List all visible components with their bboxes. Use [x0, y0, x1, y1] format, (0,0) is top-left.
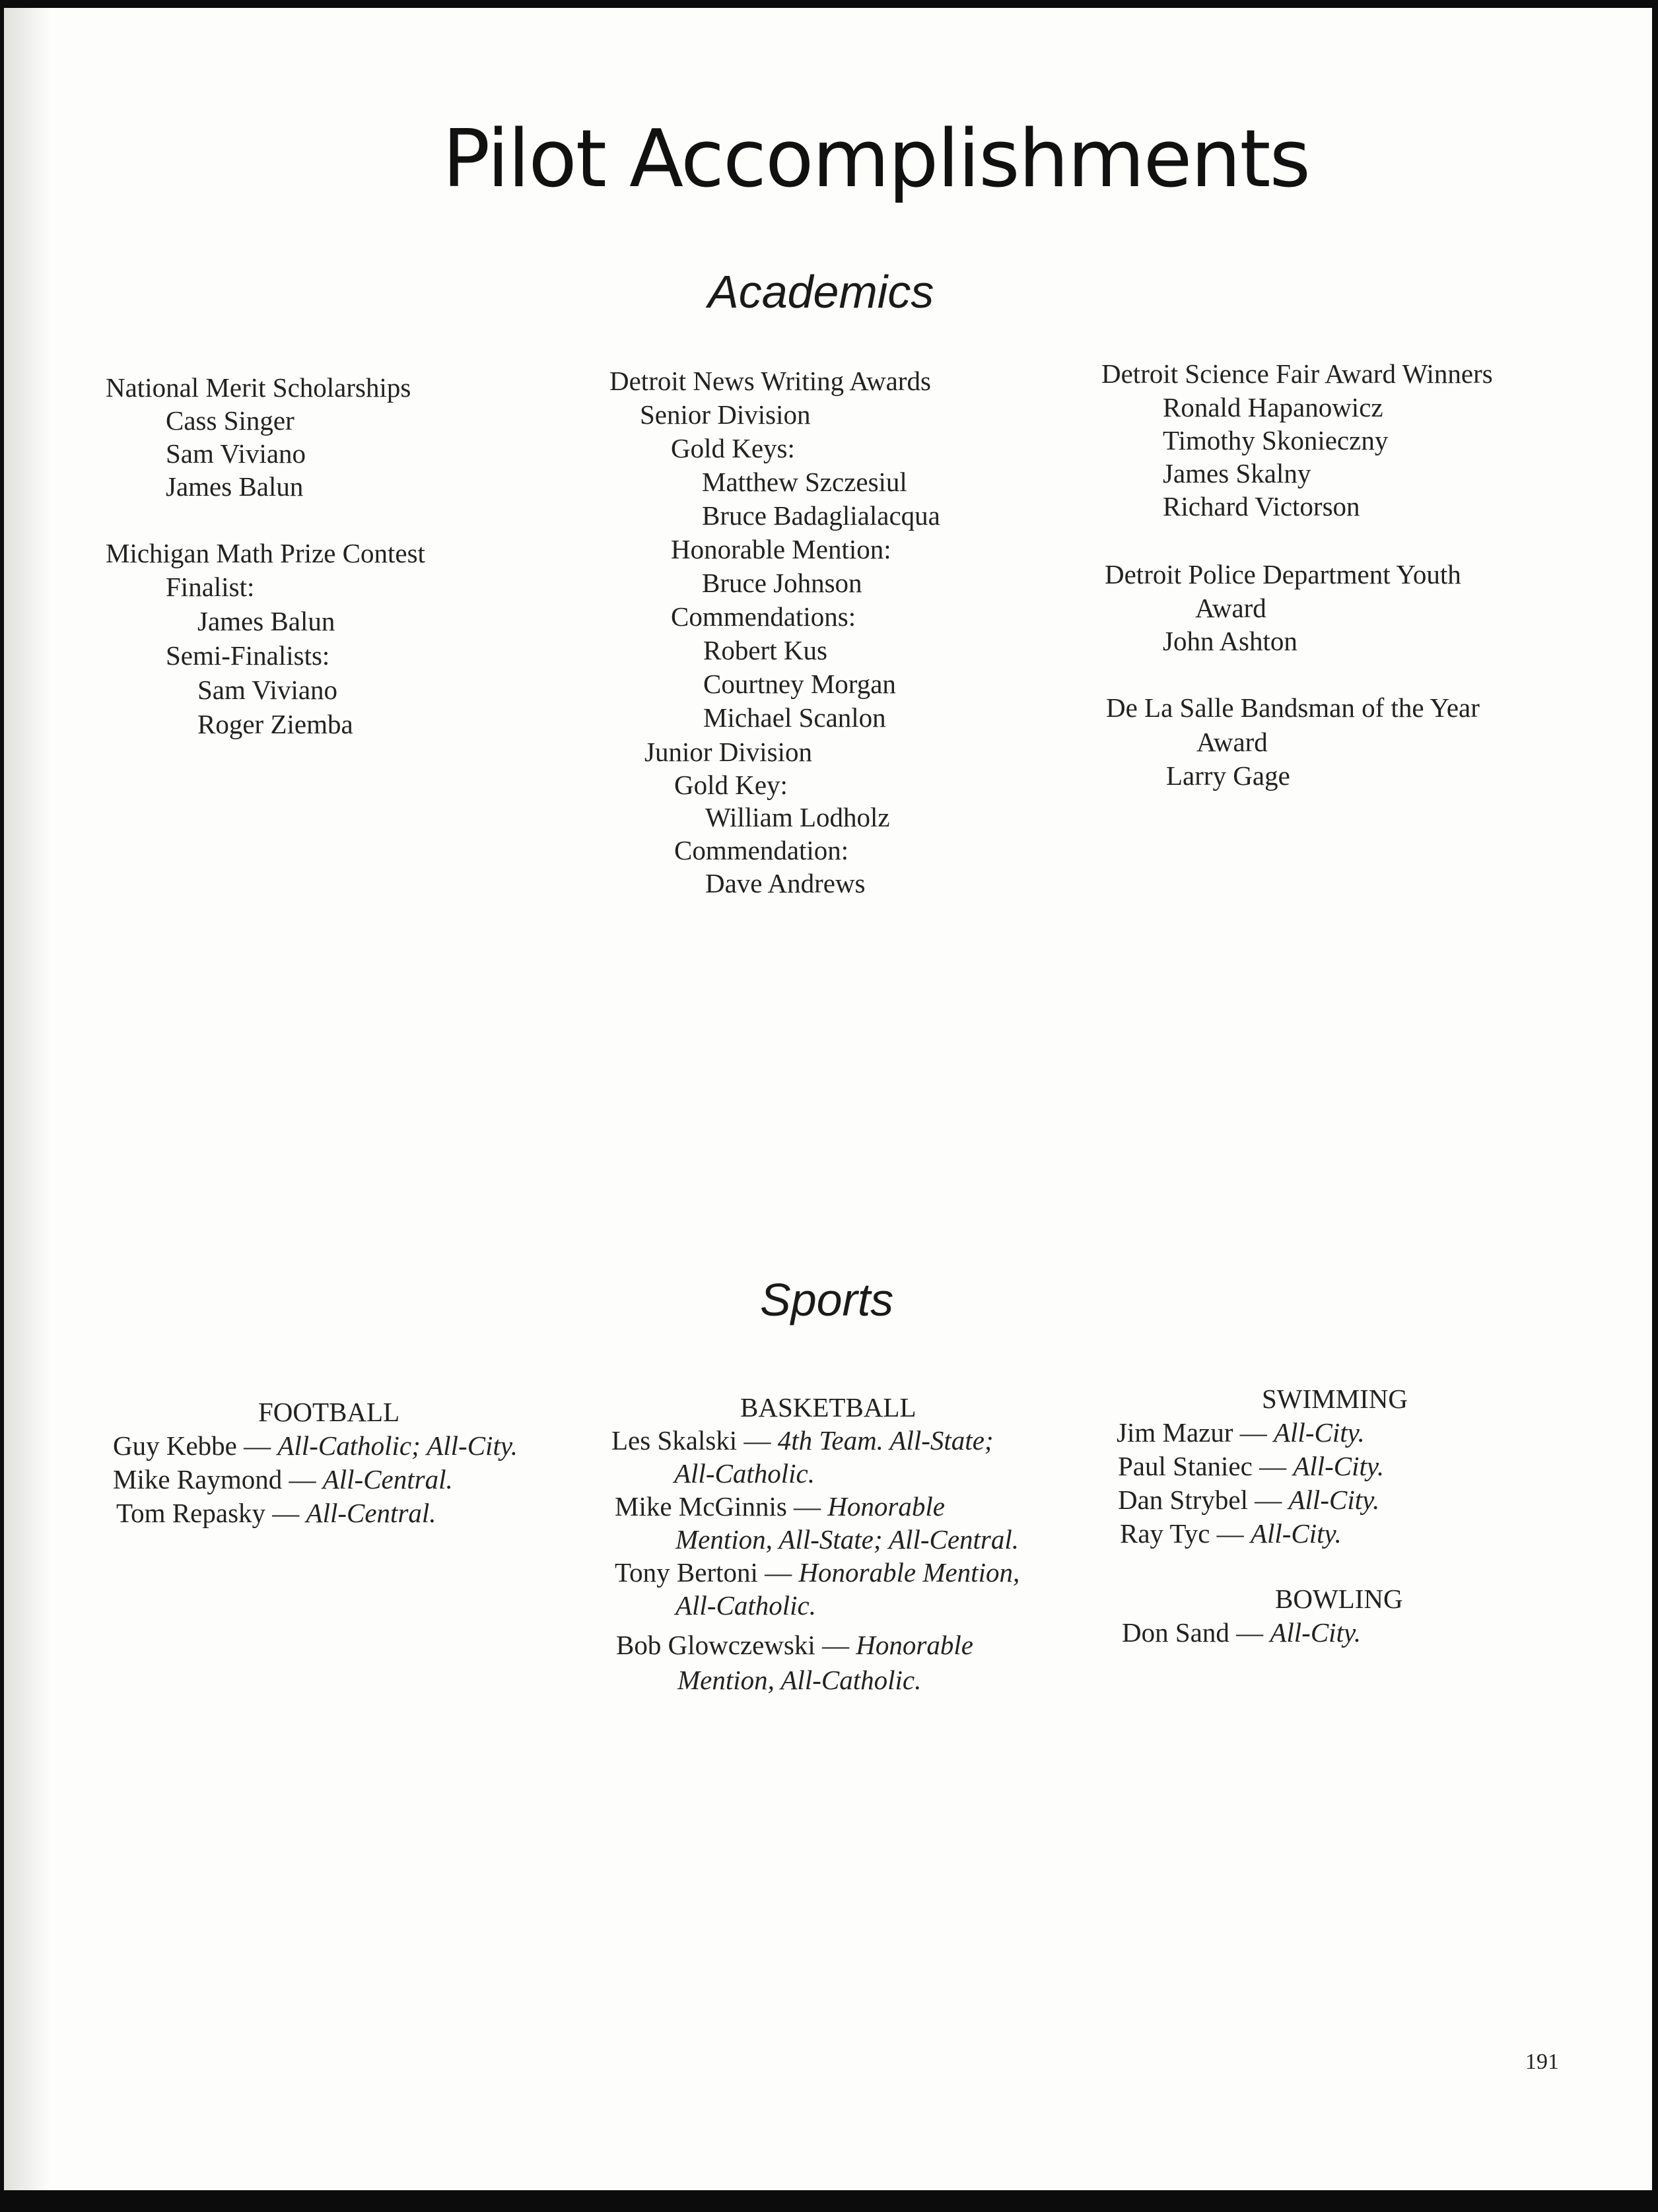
merit-name: James Balun: [166, 471, 304, 502]
science-name: Richard Victorson: [1163, 491, 1360, 521]
swimming-entry: [1118, 1450, 1384, 1483]
bowling-entry: [1122, 1616, 1361, 1649]
commendation-label: Commendation:: [674, 835, 849, 865]
basketball-entry: [615, 1556, 1019, 1589]
player-name: Dan Strybel —: [1118, 1485, 1282, 1515]
basketball-entry: [615, 1490, 945, 1523]
science-heading: Detroit Science Fair Award Winners: [1101, 358, 1493, 389]
gold-keys-name: Matthew Szczesiul: [702, 467, 907, 497]
merit-name: Cass Singer: [166, 405, 294, 436]
player-award: Honorable Mention,: [798, 1557, 1020, 1588]
math-semi-label: Semi-Finalists:: [166, 640, 330, 671]
junior-division-label: Junior Division: [644, 737, 812, 767]
player-name: Bob Glowczewski —: [616, 1630, 850, 1660]
player-award-cont: All-Catholic.: [674, 1458, 815, 1489]
player-name: Mike Raymond —: [113, 1464, 316, 1494]
player-award: All-Catholic; All-City.: [277, 1430, 518, 1461]
player-award: All-Central.: [306, 1498, 436, 1528]
swimming-entry: [1118, 1483, 1379, 1516]
player-award: All-City.: [1270, 1617, 1362, 1648]
sports-heading: Sports: [760, 1274, 894, 1325]
academics-heading: Academics: [708, 266, 934, 318]
honorable-mention-name: Bruce Johnson: [702, 568, 862, 598]
commendations-name: Courtney Morgan: [703, 669, 896, 699]
math-semi-name: Roger Ziemba: [197, 709, 353, 739]
yearbook-page: [4, 8, 1652, 2190]
player-award: Honorable: [827, 1491, 945, 1522]
basketball-entry: [616, 1628, 973, 1661]
merit-heading: National Merit Scholarships: [106, 372, 411, 403]
player-name: Les Skalski —: [611, 1425, 771, 1456]
honorable-mention-label: Honorable Mention:: [671, 534, 891, 564]
police-name: John Ashton: [1163, 626, 1297, 656]
player-award: All-City.: [1274, 1417, 1365, 1448]
football-entry: [113, 1429, 518, 1462]
commendations-name: Michael Scanlon: [703, 702, 886, 733]
player-name: Paul Staniec —: [1118, 1451, 1287, 1481]
bowling-heading: BOWLING: [1275, 1584, 1403, 1614]
senior-division-label: Senior Division: [640, 399, 811, 430]
math-semi-name: Sam Viviano: [197, 675, 338, 705]
player-name: Ray Tyc —: [1120, 1518, 1244, 1549]
player-name: Guy Kebbe —: [113, 1430, 271, 1461]
player-name: Mike McGinnis —: [615, 1491, 821, 1522]
basketball-entry: [611, 1424, 994, 1457]
player-award-cont: All-Catholic.: [675, 1590, 816, 1621]
police-heading-cont: Award: [1195, 593, 1266, 623]
gold-key-label: Gold Key:: [674, 770, 788, 800]
player-award: All-City.: [1293, 1451, 1385, 1481]
player-name: Tom Repasky —: [116, 1498, 300, 1528]
player-name: Tony Bertoni —: [615, 1557, 792, 1588]
commendation-name: Dave Andrews: [705, 868, 866, 898]
player-name: Jim Mazur —: [1117, 1417, 1267, 1448]
player-award-cont: Mention, All-Catholic.: [677, 1665, 922, 1695]
football-entry: [113, 1463, 453, 1496]
player-award: 4th Team. All-State;: [777, 1425, 994, 1456]
player-award: All-City.: [1250, 1518, 1342, 1549]
basketball-heading: BASKETBALL: [740, 1392, 916, 1423]
gold-keys-name: Bruce Badaglialacqua: [702, 500, 940, 531]
swimming-entry: [1120, 1517, 1342, 1550]
police-heading: Detroit Police Department Youth: [1105, 559, 1461, 589]
football-heading: FOOTBALL: [258, 1397, 400, 1427]
gold-keys-label: Gold Keys:: [671, 433, 795, 463]
bandsman-heading-cont: Award: [1196, 727, 1268, 757]
player-award: Honorable: [856, 1630, 973, 1660]
player-award: All-City.: [1288, 1485, 1380, 1515]
bandsman-heading: De La Salle Bandsman of the Year: [1106, 692, 1480, 723]
math-finalist: James Balun: [197, 606, 335, 636]
math-finalist-label: Finalist:: [166, 572, 255, 602]
writing-heading: Detroit News Writing Awards: [609, 366, 931, 396]
player-award: All-Central.: [322, 1464, 453, 1494]
science-name: Ronald Hapanowicz: [1163, 392, 1383, 422]
commendations-name: Robert Kus: [703, 635, 827, 665]
player-award-cont: Mention, All-State; All-Central.: [675, 1524, 1019, 1555]
football-entry: [116, 1496, 436, 1529]
swimming-entry: [1117, 1416, 1365, 1449]
page-number: 191: [1525, 2050, 1559, 2074]
bandsman-name: Larry Gage: [1166, 760, 1290, 791]
science-name: Timothy Skonieczny: [1163, 425, 1389, 455]
page-title: Pilot Accomplishments: [442, 114, 1310, 205]
science-name: James Skalny: [1163, 458, 1311, 488]
swimming-heading: SWIMMING: [1262, 1384, 1408, 1414]
merit-name: Sam Viviano: [166, 438, 306, 469]
player-name: Don Sand —: [1122, 1617, 1264, 1648]
math-heading: Michigan Math Prize Contest: [106, 538, 425, 568]
commendations-label: Commendations:: [671, 601, 856, 632]
gold-key-name: William Lodholz: [705, 802, 890, 832]
